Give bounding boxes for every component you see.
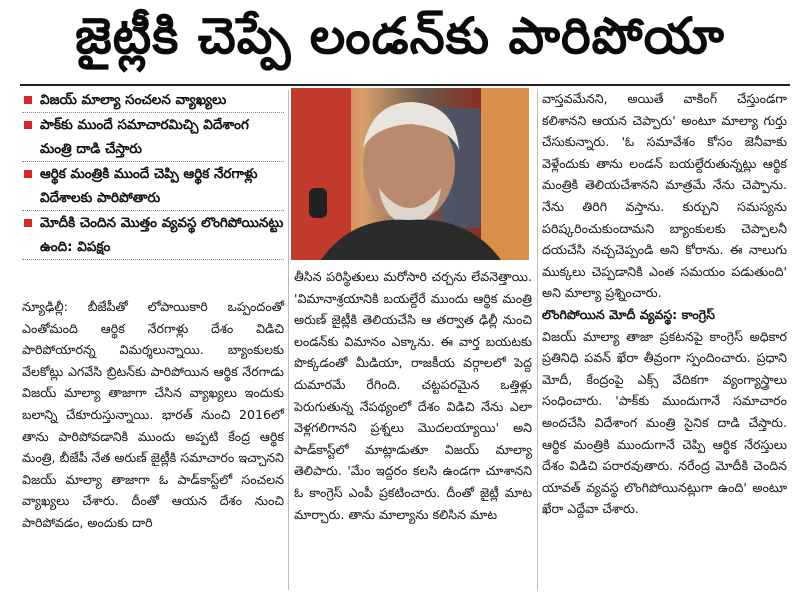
article-column-3 xyxy=(542,88,787,520)
bullet-text: ఆర్థిక మంత్రికి ముందే చెప్పి ఆర్థిక నేరగాళ్లు విదేశాలకు పారిపోతారు xyxy=(40,166,258,206)
bullet-square-icon xyxy=(24,121,32,129)
bullet-text: పాక్‌కు ముందే సమాచారమిచ్చి విదేశాంగ మంత్రి దాడి చేస్తారు xyxy=(40,117,249,157)
article-subheading: లొంగిపోయిన మోదీ వ్యవస్థ: కాంగ్రెస్ xyxy=(542,306,715,322)
bullet-text: మోదీకి చెందిన మొత్తం వ్యవస్థ లొంగిపోయినట్టు ఉంది: విపక్షం xyxy=(40,215,284,255)
column-divider xyxy=(537,90,538,590)
article-paragraph: న్యూఢిల్లీ: బీజేపీతో లోపాయికారి ఒప్పందంతో ఎంతోమంది ఆర్థిక నేరగాళ్లు దేశం విడిచి పారిపోయారన్న విమర్శలున్నాయి. బ్యాంకులకు వేలకోట్లు ఎగవేసి బ్రిటన్‌కు పారిపోయిన ఆర్థిక నేరగాడు విజయ్ మాల్యా తాజాగా చేసిన వ్యాఖ్యలు ఇందుకు బలాన్ని చేకూరుస్తున్నాయి. భారత్ నుంచి 2016లో తాను పారిపోవడానికి ముందు అప్పటి కేంద్ర ఆర్థిక మంత్రి, బీజేపీ నేత అరుణ్ జైట్లీకి సమాచారం ఇచ్చానని విజయ్ మాల్యా తాజాగా ఓ పాడ్‌కాస్ట్‌లో సంచలన వ్యాఖ్యలు చేశారు. దీంతో ఆయన దేశం నుంచి పారిపోవడం, అందుకు దారి xyxy=(22,299,284,530)
bullet-square-icon xyxy=(24,96,32,104)
bullet-item xyxy=(22,88,284,113)
bullet-item xyxy=(22,113,284,162)
bullet-item xyxy=(22,211,284,260)
headline-rule xyxy=(20,84,790,86)
bullet-text: విజయ్ మాల్యా సంచలన వ్యాఖ్యలు xyxy=(40,92,227,108)
article-paragraph: విజయ్ మాల్యా తాజా ప్రకటనపై కాంగ్రెస్ అధికార ప్రతినిధి పవన్ ఖేరా తీవ్రంగా స్పందించారు. ప్రధాని మోదీ, కేంద్రంపై ఎక్స్ వేదికగా వ్యంగ్యాస్త్రాలు సంధించారు. 'పాక్‌కు ముందుగానే సమాచారం అందచేసి విదేశాంగ మంత్రి సైనిక దాడి చేస్తారు. ఆర్థిక మంత్రికి ముందుగానే చెప్పి ఆర్థిక నేరస్తులు దేశం విడిచి పరారవుతారు. నరేంద్ర మోదీకి చెందిన యావత్ వ్యవస్థ లొంగిపోయినట్లుగా ఉంది' అంటూ ఖేరా ఎద్దేవా చేశారు. xyxy=(542,328,787,517)
bullet-square-icon xyxy=(24,219,32,227)
headline: జైట్లీకి చెప్పే లండన్‌కు పారిపోయా xyxy=(75,6,725,65)
bullet-item xyxy=(22,162,284,211)
article-paragraph: తీసిన పరిస్థితులు మరోసారి చర్చను లేవనెత్తాయి. 'విమానాశ్రయానికి బయల్దేరే ముందు ఆర్థిక మంత్రి అరుణ్ జైట్లీకి తెలియచేసి ఆ తర్వాత ఢిల్లీ నుంచి లండన్‌కు విమానం ఎక్కాను. ఈ వార్త బయటకు పొక్కడంతో మీడియా, రాజకీయ వర్గాలలో పెద్ద దుమారమే రేగింది. చట్టపరమైన ఒత్తిళ్లు పెరుగుతున్న నేపథ్యంలో దేశం విడిచి నేను ఎలా వెళ్లగలిగానని ప్రశ్నలు మొదలయ్యాయి' అని పాడ్‌కాస్ట్‌లో మాట్లాడుతూ విజయ్ మాల్యా తెలిపారు. 'మేం ఇద్దరం కలసి ఉండగా చూశానని ఓ కాంగ్రెస్ ఎంపీ ప్రకటించారు. దీంతో జైట్లీ మాట మార్చారు. తాను మాల్యాను కలిసిన మాట xyxy=(294,269,532,522)
article-photo xyxy=(291,88,529,260)
article-column-1 xyxy=(22,296,284,534)
article-paragraph: వాస్తవమేనని, అయితే వాకింగ్ చేస్తుండగా కలిశానని ఆయన చెప్పారు' అంటూ మాల్యా గుర్తు చేసుకున్నారు. 'ఓ సమావేశం కోసం జెనీవాకు వెళ్లేందుకు తాను లండన్ బయల్దేరుతున్నట్లు ఆర్థిక మంత్రికి తెలియచేశానని మాత్రమే నేను చెప్పాను. నేను తిరిగి వస్తాను. కుర్చుని సమస్యను పరిష్కరించుకుందామని బ్యాంకులకు చెప్పాలనీ దయచేసి నచ్చచెప్పండి అని కోరాను. ఈ నాలుగు ముక్కలు చెప్పడానికి ఎంత సమయం పడుతుంది' అని మాల్యా ప్రశ్నించారు. xyxy=(542,91,787,301)
article-column-2 xyxy=(294,266,532,525)
bullet-square-icon xyxy=(24,170,32,178)
bullet-list xyxy=(22,88,284,260)
column-divider xyxy=(288,90,289,590)
